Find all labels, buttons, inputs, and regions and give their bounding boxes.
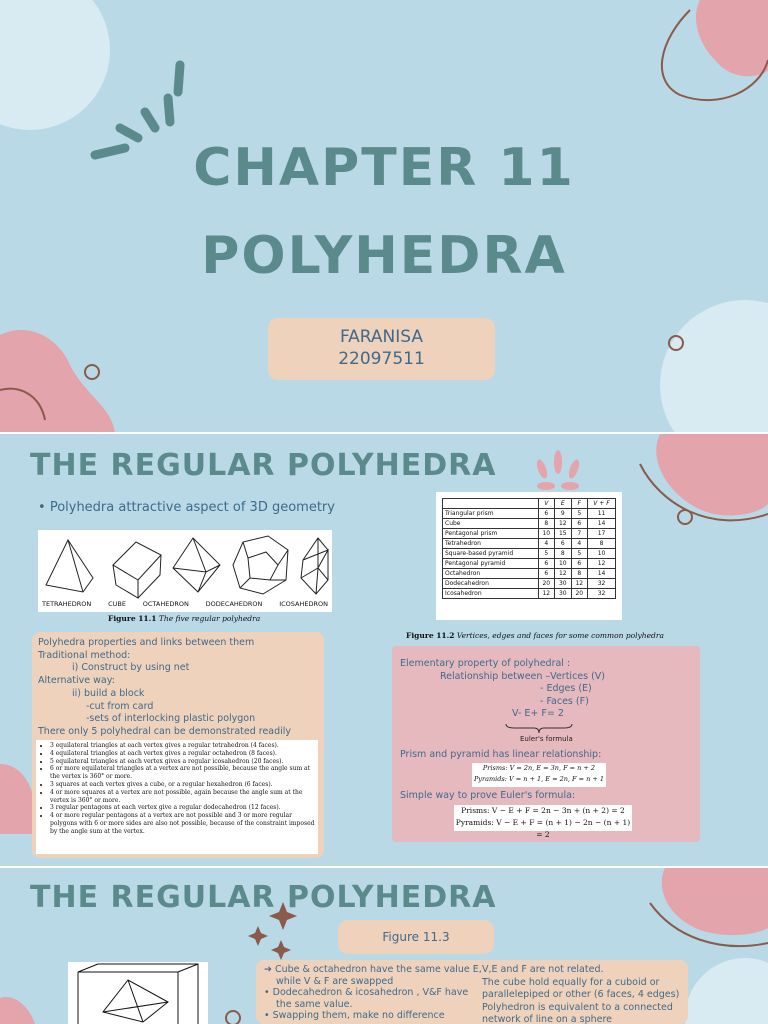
list-item: ➔ Cube & octahedron have the same value E, while V & F are swapped [264,964,482,987]
euler-text [400,658,605,721]
bullet-text: Dodecahedron & icosahedron , V&F have the same value. [272,987,469,1010]
figure-11-1 [38,530,332,612]
table-cell: 12 [555,569,572,579]
table-row [443,589,616,599]
bullet-text: Swapping them, make no difference [272,1010,445,1021]
properties-line: Traditional method: [38,649,131,661]
properties-card [32,632,324,858]
list-item: • Swapping them, make no difference [264,1010,445,1021]
list-item: • 4 or more regular pentagons at a vertex are not possible and 3 or more regular polygons with 6 or more sides are also not possible, because of the constraint imposed by the angle sum at the vertex. [50,812,316,835]
table-cell: Triangular prism [443,509,539,519]
list-item: • 5 equilateral triangles at each vertex gives a regular icosahedron (20 faces). [50,758,316,766]
table-cell: Square-based pyramid [443,549,539,559]
decor-blob-top-right [662,868,768,935]
figure-11-3-label: Figure 11.3 [382,930,450,944]
table-cell: 4 [571,539,588,549]
comparison-bullets [262,964,484,1022]
properties-line: -sets of interlocking plastic polygon [86,713,256,725]
table-cell: Tetrahedron [443,539,539,549]
octahedron-drawing [173,538,220,592]
table-cell: 12 [571,579,588,589]
table-cell: 6 [555,539,572,549]
table-cell: 10 [588,549,616,559]
regular-polyhedra-slide [0,434,768,866]
table-cell: 6 [538,559,555,569]
decor-circle-top-left [0,0,110,130]
table-cell: 6 [571,559,588,569]
topic-title: POLYHEDRA [201,226,567,286]
fig2-caption [406,631,664,640]
regular-polyhedra-slide-2 [0,868,768,1024]
table-cell: 32 [588,589,616,599]
table-cell: 12 [588,559,616,569]
table-cell: 5 [571,509,588,519]
underbrace-icon [504,722,574,734]
relations-text [482,964,679,1024]
list-item: • 4 or more squares at a vertex are not possible, again because the angle sum at the vertex is 360° or more. [50,789,316,805]
cube-drawing [113,542,161,598]
table-cell: 20 [538,579,555,589]
table-cell: 14 [588,519,616,529]
fig1-caption-text: The five regular polyhedra [158,614,261,623]
table-cell: Pentagonal prism [443,529,539,539]
solid-label: DODECAHEDRON [205,600,263,608]
table-row [443,509,616,519]
icosahedron-drawing [301,538,328,594]
euler-formula: V- E+ F= 2 [512,708,564,719]
table-cell: 6 [571,519,588,529]
decor-ring-left [85,365,99,379]
tetrahedron-drawing [46,540,93,592]
euler-line: - Edges (E) [540,683,592,694]
relations-line: parallelepiped or other (6 faces, 4 edges) [482,989,680,1000]
table-cell: 8 [555,549,572,559]
list-item: • Dodecahedron & icosahedron , V&F have the same value. [264,987,469,1010]
table-cell: 30 [555,579,572,589]
chapter-title: CHAPTER 11 [193,138,575,198]
table-row [443,549,616,559]
decor-blob-top-right [696,0,768,76]
author-card [268,318,495,380]
solids-drawing [38,530,332,600]
table-header-row [443,499,616,509]
table-header: E [555,499,572,509]
table-cell: Octahedron [443,569,539,579]
properties-line: ii) build a block [72,687,145,699]
list-item: • 3 equilateral triangles at each vertex gives a regular tetrahedron (4 faces). [50,742,316,750]
table-cell: 10 [538,529,555,539]
table-header: V + F [588,499,616,509]
decor-circle-bottom-right [685,958,768,1024]
section-title: THE REGULAR POLYHEDRA [30,448,497,483]
table-cell: 8 [588,539,616,549]
table-cell: 4 [538,539,555,549]
euler-line: Elementary property of polyhedral : [400,658,571,669]
euler-proof-box [454,805,632,839]
figure-11-3-drawing [68,962,208,1024]
table-row [443,559,616,569]
decor-ring-right [678,510,692,524]
table-cell: 5 [538,549,555,559]
list-item: • 3 regular pentagons at each vertex give a regular dodecahedron (12 faces). [50,804,316,812]
table-row [443,579,616,589]
properties-line: There only 5 polyhedral can be demonstrated readily [38,725,292,737]
properties-line: Polyhedra properties and links between them [38,637,255,648]
relations-line: V,E and F are not related. [482,964,604,975]
table-cell: Dodecahedron [443,579,539,589]
prism-equation: Prisms: V = 2n, E = 3n, F = n + 2 [482,764,596,772]
table-header: F [571,499,588,509]
simple-proof-line: Simple way to prove Euler's formula: [400,790,576,801]
properties-line: i) Construct by using net [72,662,190,674]
table-row [443,539,616,549]
proof-pyramid: Pyramids: V − E + F = (n + 1) − 2n − (n + 1) = 2 [455,818,631,839]
table-cell: 6 [538,509,555,519]
decor-blob-bottom-left [0,330,115,432]
fig2-caption-text: Vertices, edges and faces for some common polyhedra [456,631,664,640]
table-cell: 6 [538,569,555,579]
author-id: 22097511 [338,349,425,369]
solid-label: ICOSAHEDRON [279,600,328,608]
list-item: • 3 squares at each vertex gives a cube, or a regular hexahedron (6 faces). [50,781,316,789]
table-cell: 14 [588,569,616,579]
fig1-caption [108,614,260,623]
table-cell: 17 [588,529,616,539]
author-name: FARANISA [339,327,424,347]
pyramid-equation: Pyramids: V = n + 1, E = 2n, F = n + 1 [473,775,605,783]
relations-line: network of line on a sphere [482,1014,613,1024]
euler-label: Euler's formula [520,735,573,743]
table-cell: Icosahedron [443,589,539,599]
table-cell: 8 [538,519,555,529]
vertex-rules-box [36,740,318,854]
splash-shape [535,450,581,490]
table-cell: 11 [588,509,616,519]
relations-line: Polyhedron is equivalent to a connected [482,1001,673,1013]
relations-line: The cube hold equally for a cuboid or [482,976,660,988]
properties-line: Alternative way: [38,675,115,687]
decor-circle-bottom-right [660,300,768,432]
vertex-rules-list [38,742,316,836]
fig2-label: Figure 11.2 [406,631,455,640]
decor-ring [226,1011,240,1024]
prism-line: Prism and pyramid has linear relationship: [400,749,602,760]
euler-line: Relationship between –Vertices (V) [440,670,606,682]
table-row [443,529,616,539]
section-title: THE REGULAR POLYHEDRA [30,880,497,915]
list-item: • 4 equilateral triangles at each vertex gives a regular octahedron (8 faces). [50,750,316,758]
proof-prism: Prisms: V − E + F = 2n − 3n + (n + 2) = 2 [461,806,625,815]
euler-card [392,646,700,842]
polyhedra-table [442,498,616,599]
table-row [443,519,616,529]
table-cell: 15 [555,529,572,539]
decor-blob-bottom-left [0,997,35,1024]
solid-label: OCTAHEDRON [142,600,189,608]
comparison-card [256,960,688,1024]
solid-label: TETRAHEDRON [42,600,92,608]
table-cell: 10 [555,559,572,569]
dodecahedron-drawing [233,536,288,594]
table-cell: 7 [571,529,588,539]
linear-relationship-box [472,763,606,787]
table-cell: 12 [538,589,555,599]
table-cell: 8 [571,569,588,579]
figure-11-2-table [436,492,622,620]
properties-text [38,637,291,739]
list-item: • 6 or more equilateral triangles at a vertex are not possible, because the angle sum at the vertex is 360° or more. [50,765,316,781]
table-header: V [538,499,555,509]
table-cell: Cube [443,519,539,529]
properties-line: -cut from card [86,700,154,712]
table-cell: 9 [555,509,572,519]
bullet-text: Cube & octahedron have the same value E, while V & F are swapped [274,964,482,987]
table-row [443,569,616,579]
table-cell: Pentagonal pyramid [443,559,539,569]
intro-bullet: • Polyhedra attractive aspect of 3D geometry [38,500,335,515]
table-cell: 20 [571,589,588,599]
decor-blob-left [0,764,36,834]
euler-line: - Faces (F) [540,695,589,707]
cube-octahedron-drawing [68,962,208,1024]
table-cell: 5 [571,549,588,559]
table-header [443,499,539,509]
table-cell: 12 [555,519,572,529]
title-slide [0,0,768,432]
solids-labels [38,600,332,608]
fig1-label: Figure 11.1 [108,614,157,623]
table-cell: 32 [588,579,616,589]
solid-label: CUBE [108,600,126,608]
table-cell: 30 [555,589,572,599]
figure-11-3-button[interactable] [338,920,494,954]
intro-bullet-text: Polyhedra attractive aspect of 3D geometry [49,500,335,515]
